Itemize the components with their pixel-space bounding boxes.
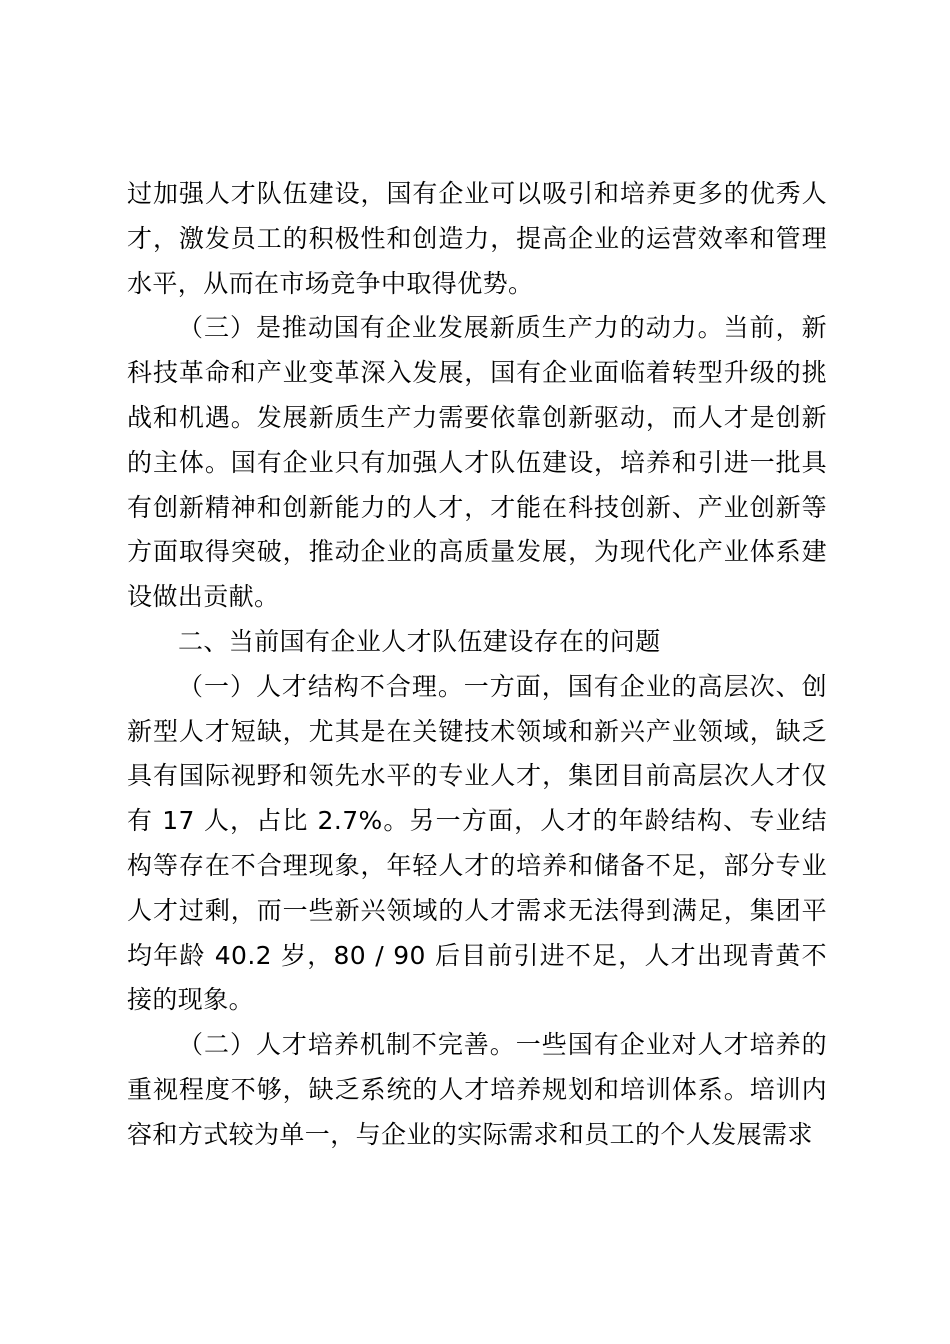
document-body — [127, 172, 827, 1158]
paragraph-talent-structure: （一）人才结构不合理。一方面，国有企业的高层次、创新型人才短缺，尤其是在关键技术领域和新兴产业领域，缺乏具有国际视野和领先水平的专业人才，集团目前高层次人才仅有 17 人，占比 2.7%。另一方面，人才的年龄结构、专业结构等存在不合理现象，年轻人才的培养和储备不足，部分专业人才过剩，而一些新兴领域的人才需求无法得到满足，集团平均年龄 40.2 岁，80 / 90 后目前引进不足，人才出现青黄不接的现象。 — [127, 671, 827, 1015]
paragraph-continuation: 过加强人才队伍建设，国有企业可以吸引和培养更多的优秀人才，激发员工的积极性和创造力，提高企业的运营效率和管理水平，从而在市场竞争中取得优势。 — [127, 179, 827, 298]
section-heading-problems: 二、当前国有企业人才队伍建设存在的问题 — [178, 626, 661, 656]
paragraph-training-mechanism: （二）人才培养机制不完善。一些国有企业对人才培养的重视程度不够，缺乏系统的人才培养规划和培训体系。培训内容和方式较为单一，与企业的实际需求和员工的个人发展需求 — [127, 1030, 827, 1149]
paragraph-section-three: （三）是推动国有企业发展新质生产力的动力。当前，新科技革命和产业变革深入发展，国有企业面临着转型升级的挑战和机遇。发展新质生产力需要依靠创新驱动，而人才是创新的主体。国有企业只有加强人才队伍建设，培养和引进一批具有创新精神和创新能力的人才，才能在科技创新、产业创新等方面取得突破，推动企业的高质量发展，为现代化产业体系建设做出贡献。 — [127, 313, 827, 612]
